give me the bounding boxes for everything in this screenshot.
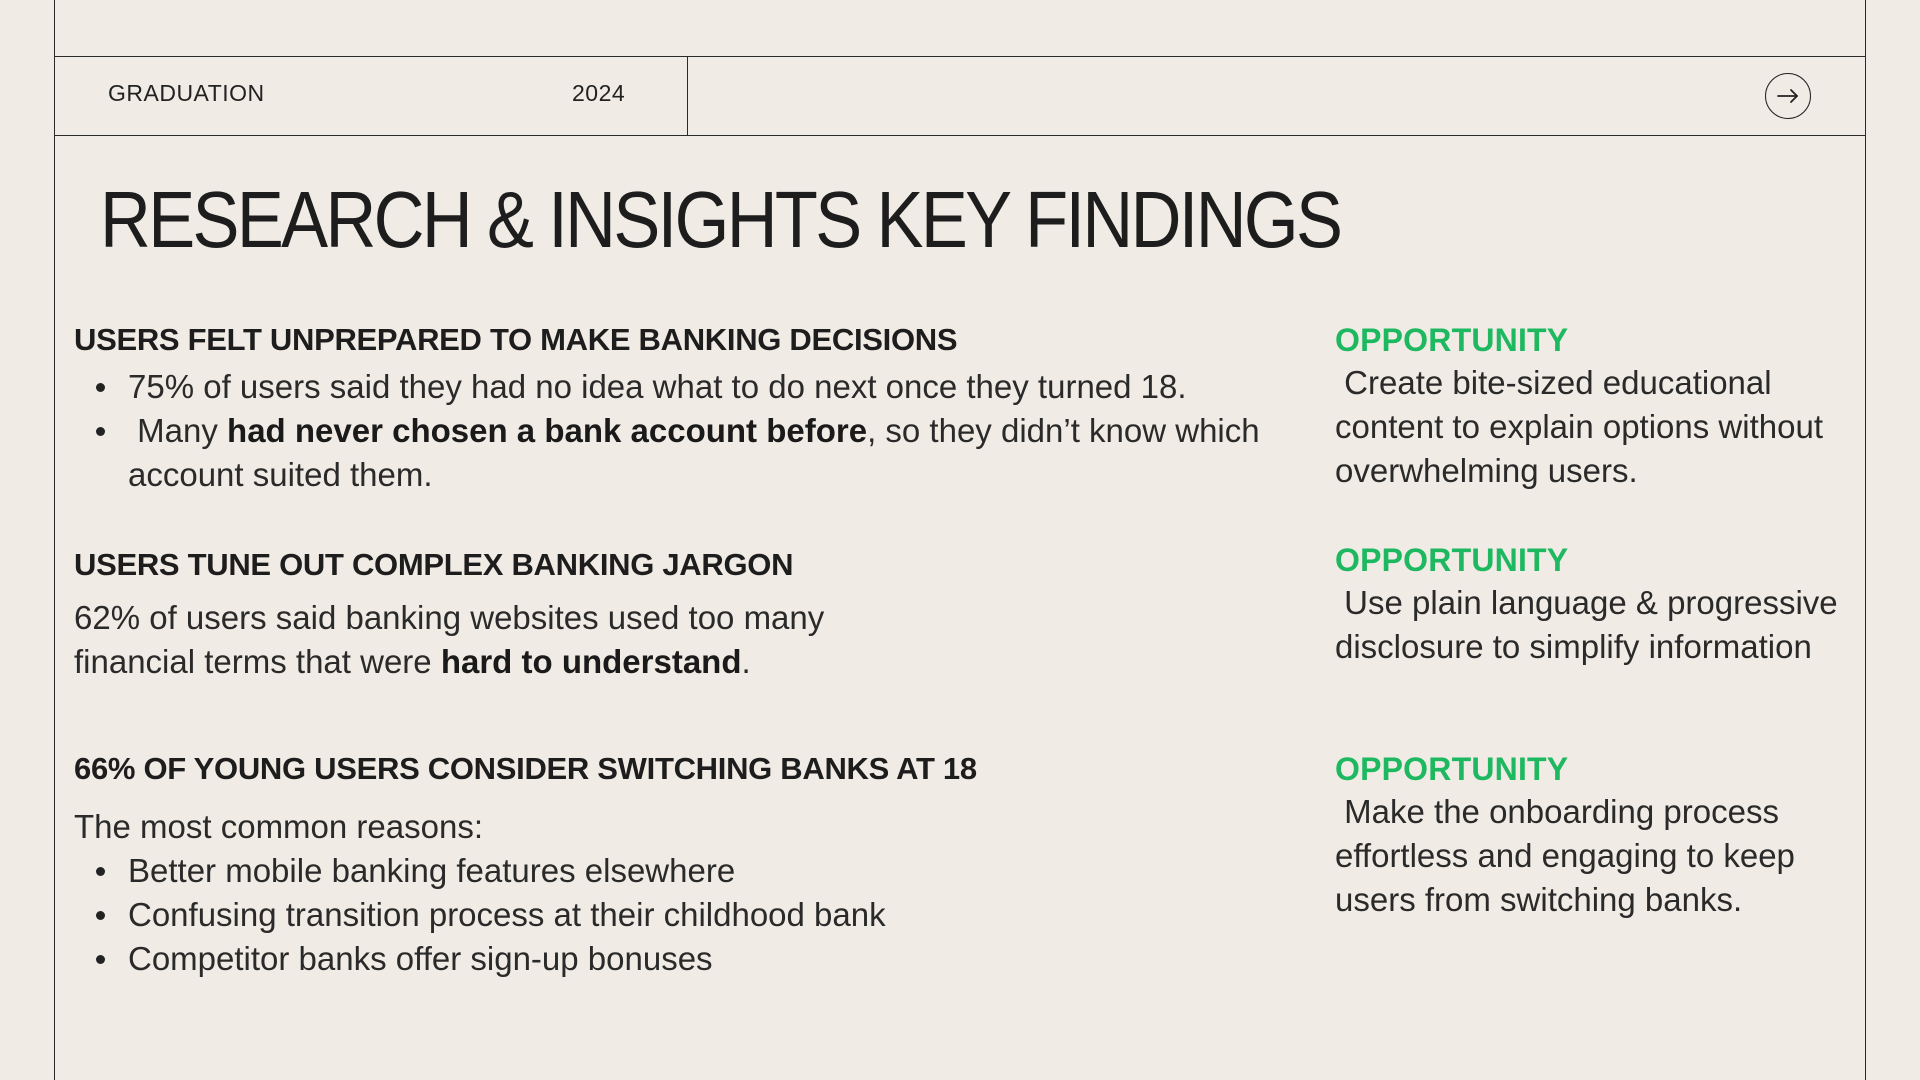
finding-2-text: 62% of users said banking websites used too many financial terms that were hard to understand. (74, 599, 825, 680)
opportunity-3-label: OPPORTUNITY (1335, 751, 1569, 787)
finding-1-heading: USERS FELT UNPREPARED TO MAKE BANKING DECISIONS (74, 322, 958, 357)
finding-2-heading: USERS TUNE OUT COMPLEX BANKING JARGON (74, 547, 794, 582)
header-year: 2024 (572, 80, 626, 106)
arrow-right-icon (1776, 88, 1800, 104)
header-label: GRADUATION (108, 80, 265, 106)
opportunity-2-label: OPPORTUNITY (1335, 542, 1569, 578)
finding-3-heading: 66% OF YOUNG USERS CONSIDER SWITCHING BANKS AT 18 (74, 751, 977, 786)
list-item: Competitor banks offer sign-up bonuses (74, 937, 1224, 981)
header-bottom-line (54, 135, 1865, 136)
list-item: Better mobile banking features elsewhere (74, 849, 1224, 893)
header-divider (687, 56, 688, 135)
opportunity-1-label: OPPORTUNITY (1335, 322, 1569, 358)
next-button[interactable] (1765, 73, 1811, 119)
finding-1-bullets (74, 365, 1274, 497)
list-item: Confusing transition process at their childhood bank (74, 893, 1224, 937)
opportunity-2-text: Use plain language & progressive disclosure to simplify information (1335, 584, 1847, 665)
finding-3-intro: The most common reasons: (74, 808, 483, 845)
opportunity-3-text: Make the onboarding process effortless and engaging to keep users from switching banks. (1335, 793, 1805, 918)
frame-left-line (54, 0, 55, 1080)
page-title: RESEARCH & INSIGHTS KEY FINDINGS (100, 175, 1341, 264)
list-item: 75% of users said they had no idea what to do next once they turned 18. (74, 365, 1274, 409)
opportunity-1-text: Create bite-sized educational content to explain options without overwhelming users. (1335, 364, 1833, 489)
list-item: Many had never chosen a bank account before, so they didn’t know which account suited them. (74, 409, 1274, 497)
finding-3-bullets (74, 849, 1224, 981)
header-top-line (54, 56, 1865, 57)
